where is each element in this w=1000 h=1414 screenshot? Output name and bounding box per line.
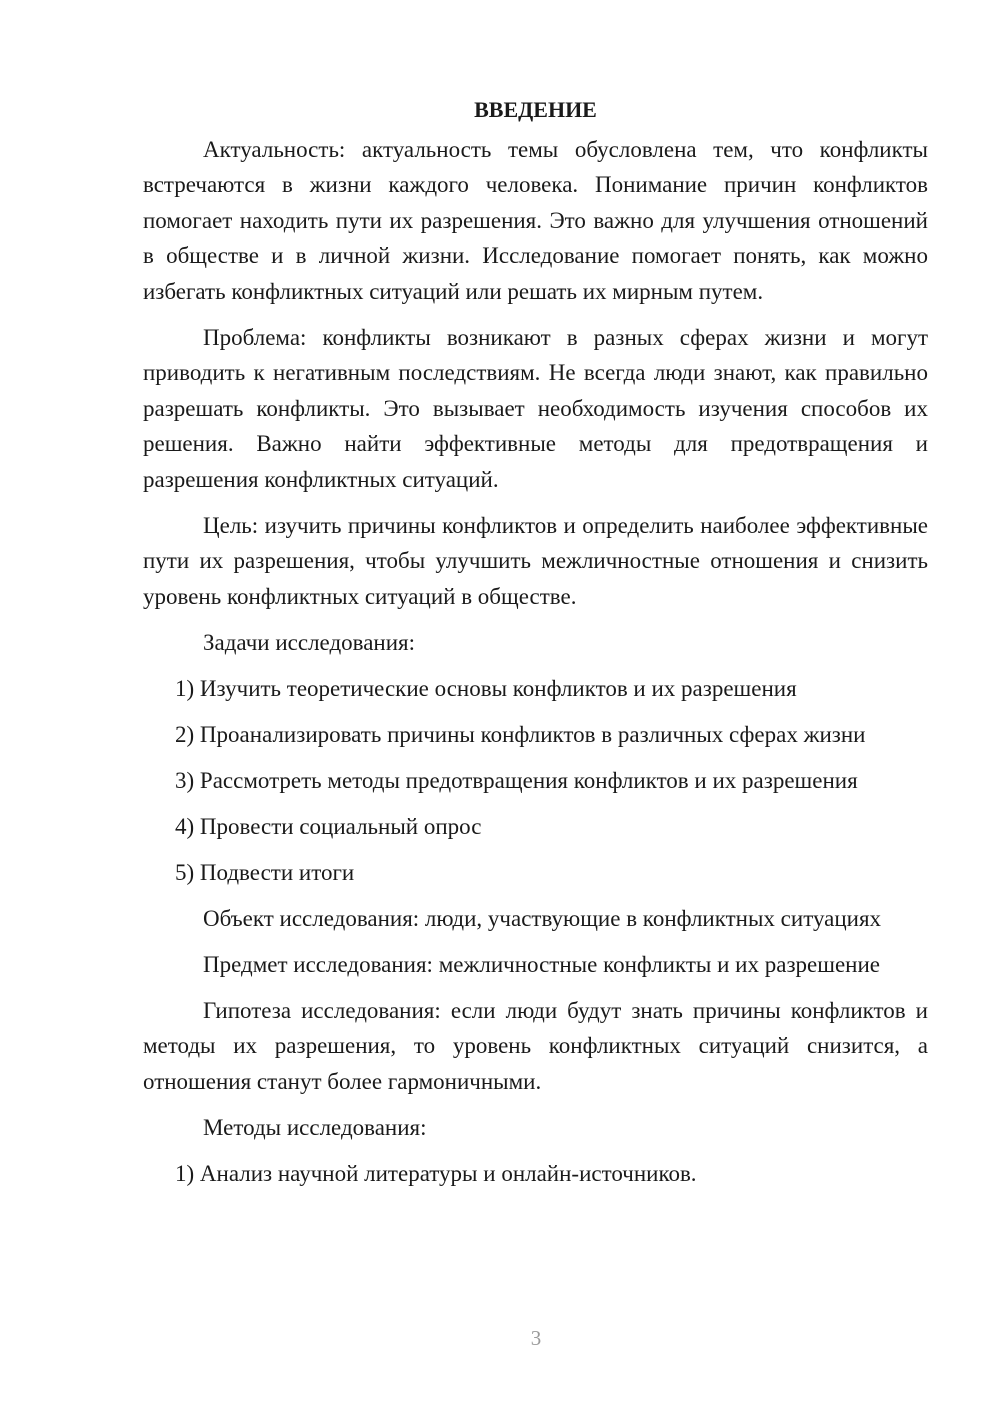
hypothesis-paragraph: Гипотеза исследования: если люди будут знать причины конфликтов и методы их разрешения, то уровень конфликтных ситуаций снизится, а отношения станут более гармоничными. — [143, 997, 928, 1094]
list-item: 5) Подвести итоги — [175, 859, 355, 885]
list-item: 4) Провести социальный опрос — [175, 813, 482, 839]
goal-paragraph: Цель: изучить причины конфликтов и определить наиболее эффективные пути их разрешения, чтобы улучшить межличностные отношения и снизить уровень конфликтных ситуаций в обществе. — [143, 512, 928, 609]
page-content — [143, 92, 928, 1202]
page-number: 3 — [530, 1326, 542, 1350]
object-paragraph: Объект исследования: люди, участвующие в конфликтных ситуациях — [203, 905, 882, 931]
subject-paragraph: Предмет исследования: межличностные конфликты и их разрешение — [203, 951, 880, 977]
list-item: 1) Анализ научной литературы и онлайн-источников. — [175, 1160, 697, 1186]
methods-list — [143, 1156, 928, 1192]
page-title: ВВЕДЕНИЕ — [474, 97, 597, 122]
tasks-label: Задачи исследования: — [203, 629, 416, 655]
list-item: 1) Изучить теоретические основы конфликтов и их разрешения — [175, 675, 797, 701]
methods-label: Методы исследования: — [203, 1114, 427, 1140]
list-item: 2) Проанализировать причины конфликтов в различных сферах жизни — [175, 721, 866, 747]
relevance-paragraph: Актуальность: актуальность темы обусловлена тем, что конфликты встречаются в жизни каждого человека. Понимание причин конфликтов помогает находить пути их разрешения. Это важно для улучшения отношений в обществе и в личной жизни. Исследование помогает понять, как можно избегать конфликтных ситуаций или решать их мирным путем. — [143, 136, 928, 304]
problem-paragraph: Проблема: конфликты возникают в разных сферах жизни и могут приводить к негативным последствиям. Не всегда люди знают, как правильно разрешать конфликты. Это вызывает необходимость изучения способов их решения. Важно найти эффективные методы для предотвращения и разрешения конфликтных ситуаций. — [143, 324, 928, 492]
list-item: 3) Рассмотреть методы предотвращения конфликтов и их разрешения — [175, 767, 858, 793]
tasks-list — [143, 671, 928, 891]
